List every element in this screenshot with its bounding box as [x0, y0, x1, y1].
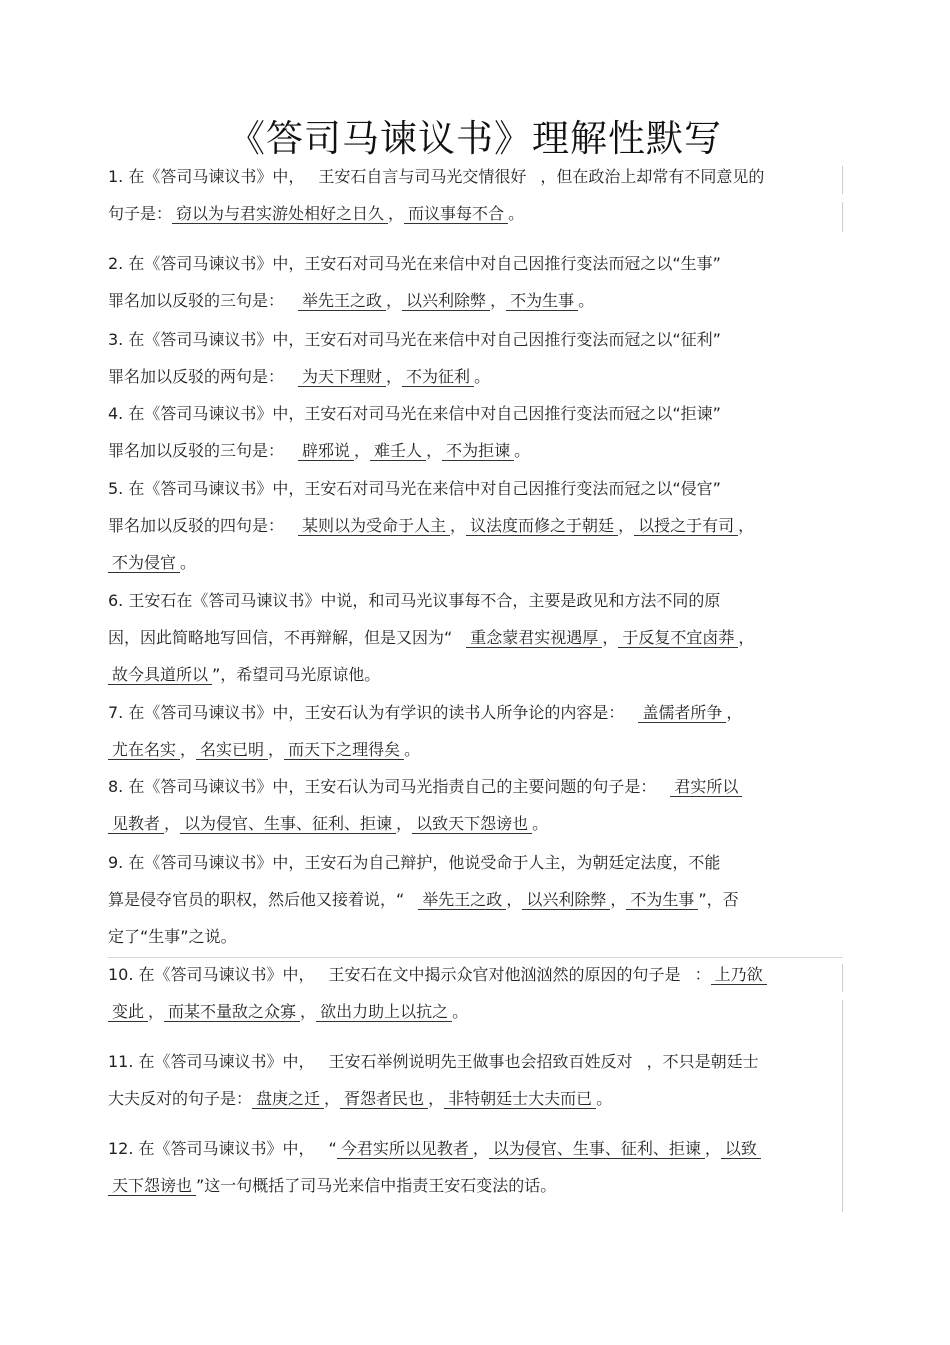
answer-blank: 今君实所以见教者	[337, 1139, 473, 1159]
answer-blank: 难壬人	[370, 441, 426, 461]
answer-blank: 以致天下怨谤也	[412, 814, 532, 834]
answer-blank: 不为生事	[506, 291, 578, 311]
question-9: 9. 在《答司马谏议书》中，王安石为自己辩护，他说受命于人主，为朝廷定法度，不能 算是侵夺官员的职权，然后他又接着说，“ 举先王之政 ， 以兴利除弊 ， 不为生事 ”，否 定了“生事”之说。	[108, 853, 739, 946]
answer-blank: 辟邪说	[298, 441, 354, 461]
answer-blank: 而某不量敌之众寡	[164, 1002, 300, 1022]
answer-blank: 而议事每不合	[404, 204, 508, 224]
question-2: 2. 在《答司马谏议书》中，王安石对司马光在来信中对自己因推行变法而冠之以“生事” 罪名加以反驳的三句是： 举先王之政 ， 以兴利除弊 ， 不为生事 。	[108, 254, 721, 310]
answer-blank: 以致	[721, 1139, 761, 1159]
answer-blank: 尤在名实	[108, 740, 180, 760]
answer-blank: 不为征利	[402, 367, 474, 387]
page-title: 《答司马谏议书》理解性默写	[228, 117, 722, 160]
answer-blank: 议法度而修之于朝廷	[466, 516, 618, 536]
question-7: 7. 在《答司马谏议书》中，王安石认为有学识的读书人所争论的内容是： 盖儒者所争 ， 尤在名实 ， 名实已明 ， 而天下之理得矣 。	[108, 703, 743, 759]
answer-blank: 以授之于有司	[634, 516, 738, 536]
answer-blank: 非特朝廷士大夫而已	[444, 1089, 596, 1109]
border-line	[842, 964, 843, 992]
answer-blank: 某则以为受命于人主	[298, 516, 450, 536]
answer-blank: 盘庚之迁	[252, 1089, 324, 1109]
answer-blank: 于反复不宜卤莽	[618, 628, 738, 648]
answer-blank: 不为生事	[626, 890, 698, 910]
answer-blank: 盖儒者所争	[638, 703, 726, 723]
answer-blank: 举先王之政	[418, 890, 506, 910]
answer-blank: 见教者	[108, 814, 164, 834]
answer-blank: 以兴利除弊	[402, 291, 490, 311]
answer-blank: 上乃欲	[711, 965, 767, 985]
answer-blank: 以兴利除弊	[522, 890, 610, 910]
question-6: 6. 王安石在《答司马谏议书》中说，和司马光议事每不合，主要是政见和方法不同的原 因，因此简略地写回信，不再辩解，但是又因为“ 重念蒙君实视遇厚 ， 于反复不宜卤莽 ， 故今具道所以 ”，希望司马光原谅他。	[108, 591, 755, 684]
answer-blank: 举先王之政	[298, 291, 386, 311]
answer-blank: 天下怨谤也	[108, 1176, 196, 1196]
question-4: 4. 在《答司马谏议书》中，王安石对司马光在来信中对自己因推行变法而冠之以“拒谏” 罪名加以反驳的三句是： 辟邪说 ， 难壬人 ， 不为拒谏 。	[108, 404, 721, 460]
answer-blank: 重念蒙君实视遇厚	[466, 628, 602, 648]
answer-blank: 故今具道所以	[108, 665, 212, 685]
answer-blank: 名实已明	[196, 740, 268, 760]
border-line	[842, 166, 843, 194]
answer-blank: 变此	[108, 1002, 148, 1022]
question-5: 5. 在《答司马谏议书》中，王安石对司马光在来信中对自己因推行变法而冠之以“侵官” 罪名加以反驳的四句是： 某则以为受命于人主 ， 议法度而修之于朝廷 ， 以授之于有司 ， 不为侵官 。	[108, 479, 755, 572]
answer-blank: 不为拒谏	[442, 441, 514, 461]
answer-blank: 为天下理财	[298, 367, 386, 387]
answer-blank: 以为侵官、生事、征利、拒谏	[489, 1139, 705, 1159]
border-line	[842, 202, 843, 232]
answer-blank: 窃以为与君实游处相好之日久	[172, 204, 388, 224]
answer-blank: 胥怨者民也	[340, 1089, 428, 1109]
answer-blank: 以为侵官、生事、征利、拒谏	[180, 814, 396, 834]
question-10: 10. 在《答司马谏议书》中， 王安石在文中揭示众官对他汹汹然的原因的句子是 ： 上乃欲 变此 ， 而某不量敌之众寡 ， 欲出力助上以抗之 。	[108, 956, 846, 1030]
question-12: 12. 在《答司马谏议书》中， “ 今君实所以见教者 ， 以为侵官、生事、征利、拒谏 ， 以致 天下怨谤也 ”这一句概括了司马光来信中指责王安石变法的话。	[108, 1130, 846, 1204]
answer-blank: 欲出力助上以抗之	[316, 1002, 452, 1022]
question-11: 11. 在《答司马谏议书》中， 王安石举例说明先王做事也会招致百姓反对 ，不只是朝廷士 大夫反对的句子是： 盘庚之迁 ， 胥怨者民也 ， 非特朝廷士大夫而已 。	[108, 1052, 759, 1108]
question-1: 1. 在《答司马谏议书》中， 王安石自言与司马光交情很好 ，但在政治上却常有不同意见的 句子是： 窃以为与君实游处相好之日久 ， 而议事每不合 。	[108, 167, 765, 223]
question-8: 8. 在《答司马谏议书》中，王安石认为司马光指责自己的主要问题的句子是： 君实所以 见教者 ， 以为侵官、生事、征利、拒谏 ， 以致天下怨谤也 。	[108, 768, 846, 842]
question-3: 3. 在《答司马谏议书》中，王安石对司马光在来信中对自己因推行变法而冠之以“征利” 罪名加以反驳的两句是： 为天下理财 ， 不为征利 。	[108, 330, 721, 386]
answer-blank: 而天下之理得矣	[284, 740, 404, 760]
answer-blank: 君实所以	[670, 777, 742, 797]
answer-blank: 不为侵官	[108, 553, 180, 573]
